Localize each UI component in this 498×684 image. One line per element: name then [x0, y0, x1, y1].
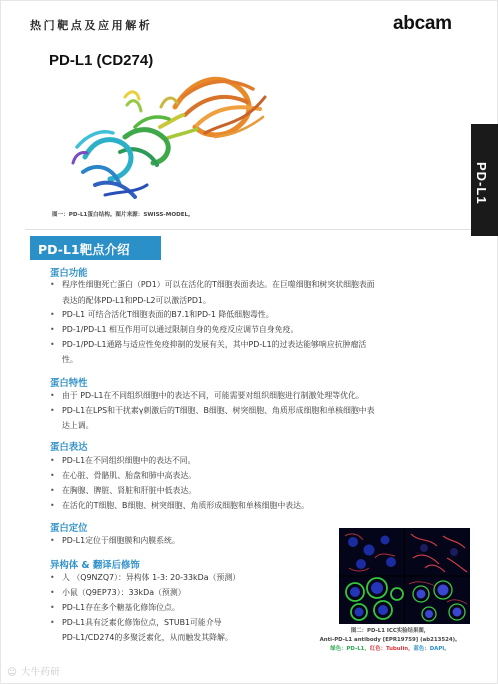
list-item-text: PD-L1在LPS和干扰素γ刺激后的T细胞、B细胞、树突细胞、角质形成细胞和单核细胞中表: [62, 406, 375, 415]
heading-isoforms: 异构体 & 翻译后修饰: [50, 560, 140, 571]
list-item-text: PD-1/PD-L1 相互作用可以通过限制自身的免疫反应调节自身免疫。: [62, 325, 299, 334]
list-item-continuation: PD-L1/CD274的多聚泛素化，从而触发其降解。: [62, 633, 233, 642]
list-item: • PD-L1在LPS和干扰素γ刺激后的T细胞、B细胞、树突细胞、角质形成细胞和单核细胞中表: [50, 406, 375, 415]
figure2-caption-line2: Anti-PD-L1 antibody [EPR19759] (ab213524)。: [319, 637, 461, 644]
page-title: PD-L1 (CD274): [49, 52, 154, 69]
list-item-text: 程序性细胞死亡蛋白（PD1）可以在活化的T细胞表面表达。在巨噬细胞和树突状细胞表面: [62, 280, 375, 289]
list-item: • 小鼠（Q9EP73）：33kDa（预测）: [50, 588, 186, 597]
list-item-text: 在心脏、骨骼肌、胎盘和肺中高表达。: [62, 471, 197, 480]
list-item-continuation: 表达的配体PD-L1和PD-L2可以激活PD1。: [62, 296, 211, 305]
watermark-text: 大牛药研: [20, 667, 61, 678]
list-item: • 程序性细胞死亡蛋白（PD1）可以在活化的T细胞表面表达。在巨噬细胞和树突状细胞表面: [50, 280, 375, 289]
list-item: • 在活化的T细胞、B细胞、树突细胞、角质形成细胞和单核细胞中表达。: [50, 501, 309, 510]
icc-microscopy-image: [339, 528, 470, 624]
heading-function: 蛋白功能: [50, 268, 88, 279]
list-item-text: PD-L1具有泛素化修饰位点，STUB1可能介导: [62, 618, 222, 627]
list-item: • PD-L1在不同组织细胞中的表达不同。: [50, 456, 196, 465]
heading-characteristics: 蛋白特性: [50, 378, 88, 389]
list-item-continuation: 性。: [62, 355, 78, 364]
brand-logo: abcam: [393, 13, 452, 34]
watermark: [7, 664, 60, 678]
list-item-text: 在活化的T细胞、B细胞、树突细胞、角质形成细胞和单核细胞中表达。: [62, 501, 309, 510]
list-item: • 在胸腺、脾脏、肾脏和肝脏中低表达。: [50, 486, 197, 495]
list-item: • PD-L1 可结合活化T细胞表面的B7.1和PD-1 降低细胞毒性。: [50, 310, 274, 319]
list-item-text: PD-L1 可结合活化T细胞表面的B7.1和PD-1 降低细胞毒性。: [62, 310, 274, 319]
list-item-text: 在胸腺、脾脏、肾脏和肝脏中低表达。: [62, 486, 197, 495]
side-tab: [471, 124, 498, 236]
side-tab-label: PD-L1: [474, 162, 489, 205]
list-item-text: PD-L1存在多个糖基化修饰位点。: [62, 603, 180, 612]
heading-localization: 蛋白定位: [50, 523, 88, 534]
list-item: • 由于 PD-L1在不同组织细胞中的表达不同，可能需要对组织细胞进行制激处理等优化。: [50, 391, 364, 400]
protein-structure-image: [65, 67, 275, 203]
figure2-caption-line1: 图二：PD-L1 ICC实验结果图，: [350, 628, 430, 634]
list-item: • PD-L1存在多个糖基化修饰位点。: [50, 603, 180, 612]
list-item-text: 人 （Q9NZQ7）：异构体 1-3: 20-33kDa（预测）: [62, 573, 241, 582]
kicker-title: 热门靶点及应用解析: [30, 19, 153, 32]
list-item-text: PD-L1定位于细胞膜和内膜系统。: [62, 536, 180, 545]
list-item-continuation: 达上调。: [62, 421, 94, 430]
list-item: • PD-L1定位于细胞膜和内膜系统。: [50, 536, 180, 545]
list-item-text: PD-1/PD-L1通路与适应性免疫抑制的发展有关，其中PD-L1的过表达能够响应抗肿瘤活: [62, 340, 367, 349]
section-banner: [30, 236, 161, 260]
list-item: • 人 （Q9NZQ7）：异构体 1-3: 20-33kDa（预测）: [50, 573, 241, 582]
heading-expression: 蛋白表达: [50, 442, 88, 453]
legend-blue: 蓝色：DAPI。: [413, 646, 450, 653]
list-item: • PD-1/PD-L1 相互作用可以通过限制自身的免疫反应调节自身免疫。: [50, 325, 299, 334]
figure2-legend: [304, 645, 476, 654]
list-item-text: 小鼠（Q9EP73）：33kDa（预测）: [62, 588, 186, 597]
list-item: • PD-L1具有泛素化修饰位点，STUB1可能介导: [50, 618, 222, 627]
watermark-icon: ☺: [7, 667, 18, 678]
figure1-caption: 图一：PD-L1蛋白结构。图片来源：SWISS-MODEL。: [52, 212, 194, 218]
figure2-caption: [304, 627, 476, 655]
section-divider: [25, 229, 471, 230]
legend-red: 红色：Tubulin，: [369, 646, 414, 653]
list-item: • 在心脏、骨骼肌、胎盘和肺中高表达。: [50, 471, 197, 480]
list-item-text: PD-L1在不同组织细胞中的表达不同。: [62, 456, 196, 465]
legend-green: 绿色：PD-L1，: [330, 646, 370, 653]
section-title: PD-L1靶点介绍: [38, 242, 130, 257]
list-item: • PD-1/PD-L1通路与适应性免疫抑制的发展有关，其中PD-L1的过表达能够响应抗肿瘤活: [50, 340, 367, 349]
list-item-text: 由于 PD-L1在不同组织细胞中的表达不同，可能需要对组织细胞进行制激处理等优化。: [62, 391, 364, 400]
